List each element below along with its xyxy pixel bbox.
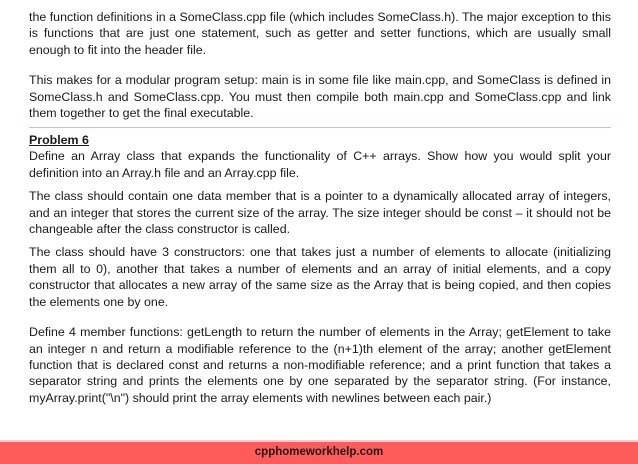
- footer-fade: [0, 440, 638, 442]
- paragraph-modular-setup: This makes for a modular program setup: main is in some file like main.cpp, and SomeClass is defined in SomeClass.h and SomeClass.cpp. You must then compile both main.cpp and SomeClass.cpp and link them together to get the final executable.: [29, 73, 611, 121]
- footer-site-name: cpphomeworkhelp.com: [254, 446, 384, 458]
- paragraph-array-class: Define an Array class that expands the functionality of C++ arrays. Show how you would split your definition into an Array.h file and an Array.cpp file.: [29, 149, 611, 180]
- paragraph-data-members: The class should contain one data member that is a pointer to a dynamically allocated array of integers, and an integer that stores the current size of the array. The size integer should be const – it should not be changeable after the class constructor is called.: [29, 189, 611, 237]
- document-body: [29, 9, 611, 406]
- paragraph-header-files: the function definitions in a SomeClass.cpp file (which includes SomeClass.h). The major exception to this is functions that are just one statement, such as getter and setter functions, which are usually small enough to fit into the header file.: [29, 10, 611, 57]
- paragraph-constructors: The class should have 3 constructors: one that takes just a number of elements to allocate (initializing them all to 0), another that takes a number of elements and an array of initial elements, and a copy constructor that allocates a new array of the same size as the Array that is being copied, and then copies the elements one by one.: [29, 245, 611, 309]
- footer-bar: [0, 442, 638, 464]
- paragraph-member-functions: Define 4 member functions: getLength to return the number of elements in the Array; getElement to take an integer n and return a modifiable reference to the (n+1)th element of the array; another getElement function that is declared const and returns a non-modifiable reference; and a print function that takes a separator string and prints the elements one by one separated by the separator string. (For instance, myArray.print("\n") should print the array elements with newlines between each pair.): [29, 325, 611, 405]
- section-divider: [29, 127, 611, 128]
- problem-title: Problem 6: [29, 133, 89, 148]
